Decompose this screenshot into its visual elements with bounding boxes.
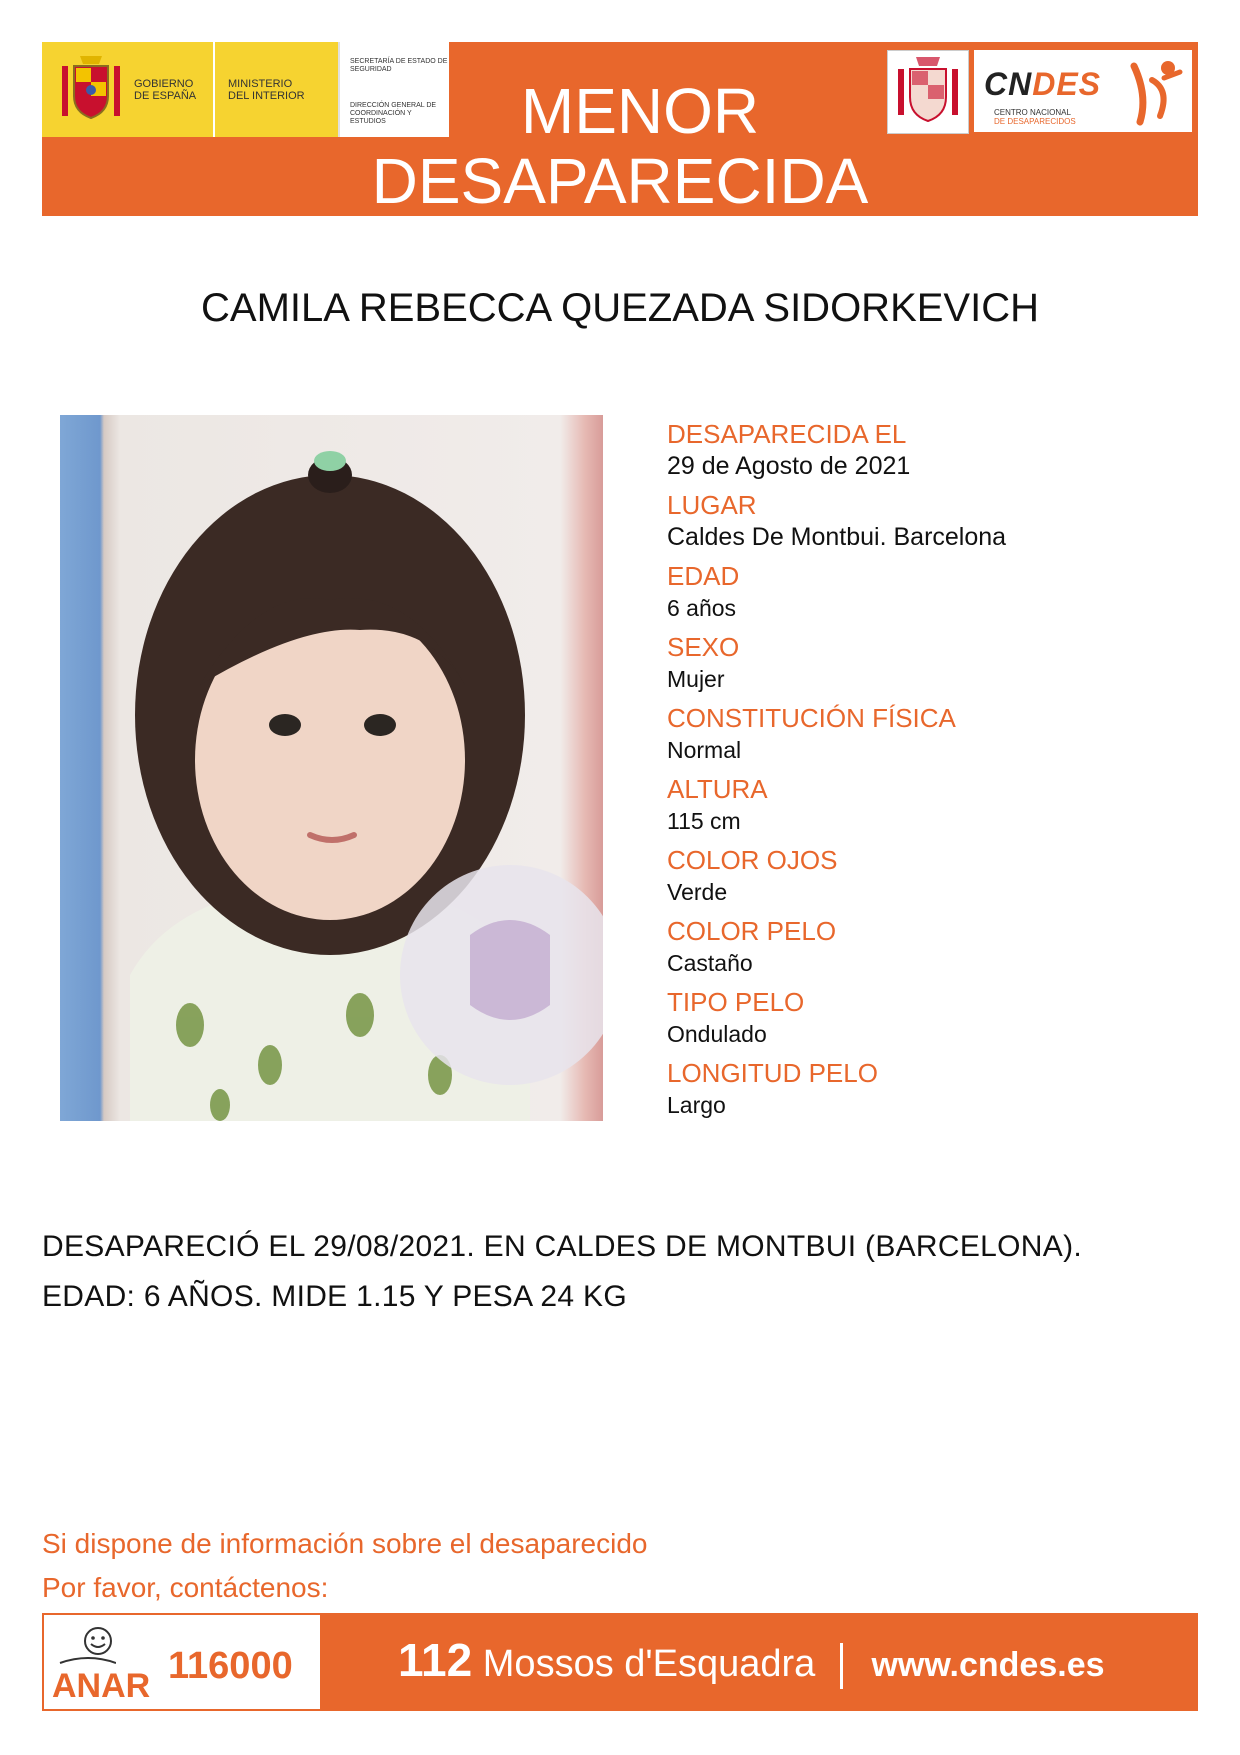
royal-emblem-icon: [888, 51, 968, 133]
detail-label: LUGAR: [667, 490, 757, 520]
title-line-2: DESAPARECIDA: [371, 145, 869, 217]
detail-place: [667, 489, 1187, 560]
detail-label: ALTURA: [667, 774, 768, 804]
runner-figure-icon: [1124, 56, 1186, 126]
detail-height: [667, 773, 1187, 844]
anar-block: [44, 1615, 320, 1709]
detail-label: CONSTITUCIÓN FÍSICA: [667, 703, 956, 733]
detail-label: LONGITUD PELO: [667, 1058, 878, 1088]
detail-value: Castaño: [667, 950, 753, 976]
detail-value: Caldes De Montbui. Barcelona: [667, 523, 1007, 551]
detail-hair-length: [667, 1057, 1187, 1128]
detail-label: DESAPARECIDA EL: [667, 419, 907, 449]
gov-label: GOBIERNO DE ESPAÑA: [134, 78, 197, 102]
contact-footer: [42, 1613, 1198, 1711]
detail-age: [667, 560, 1187, 631]
divider: [840, 1643, 843, 1689]
detail-value: Ondulado: [667, 1021, 767, 1047]
detail-label: COLOR OJOS: [667, 845, 838, 875]
direccion-label: DIRECCIÓN GENERAL DE COORDINACIÓN Y ESTUDIOS: [350, 102, 437, 125]
detail-date: [667, 418, 1187, 489]
smiley-face-icon: [58, 1625, 116, 1667]
detail-hair-color: [667, 915, 1187, 986]
cndes-logo: CNDES: [984, 66, 1102, 102]
anar-phone-number[interactable]: 116000: [168, 1645, 293, 1687]
detail-build: [667, 702, 1187, 773]
detail-value: Largo: [667, 1092, 726, 1118]
header-banner: [42, 42, 1198, 216]
website-link[interactable]: www.cndes.es: [871, 1646, 1105, 1684]
detail-value: 115 cm: [667, 808, 741, 834]
emergency-number[interactable]: 112: [398, 1634, 473, 1686]
emergency-service: Mossos d'Esquadra: [482, 1643, 816, 1685]
title-line-1: MENOR: [520, 75, 760, 147]
detail-eye-color: [667, 844, 1187, 915]
detail-hair-type: [667, 986, 1187, 1057]
detail-value: 29 de Agosto de 2021: [667, 452, 911, 480]
description: [42, 1222, 1222, 1322]
description-line-1: DESAPARECIÓ EL 29/08/2021. EN CALDES DE MONTBUI (BARCELONA).: [42, 1230, 1082, 1263]
details-list: [667, 418, 1187, 1128]
child-portrait-image: [60, 415, 603, 1121]
detail-value: Mujer: [667, 666, 725, 692]
cndes-subtitle: CENTRO NACIONAL DE DESAPARECIDOS: [994, 108, 1076, 126]
detail-label: EDAD: [667, 561, 740, 591]
detail-value: 6 años: [667, 595, 737, 621]
missing-person-photo: [60, 415, 603, 1121]
detail-label: SEXO: [667, 632, 740, 662]
detail-value: Verde: [667, 879, 728, 905]
detail-value: Normal: [667, 737, 742, 763]
person-name: CAMILA REBECCA QUEZADA SIDORKEVICH: [201, 286, 1039, 330]
contact-prompt-line-1: Si dispone de información sobre el desaparecido: [42, 1528, 648, 1559]
contact-prompt-line-2: Por favor, contáctenos:: [42, 1572, 329, 1603]
secretaria-label: SECRETARÍA DE ESTADO DE SEGURIDAD: [350, 58, 448, 73]
emblem-box: [887, 50, 969, 134]
description-line-2: EDAD: 6 AÑOS. MIDE 1.15 Y PESA 24 KG: [42, 1280, 627, 1313]
ministry-label: MINISTERIO DEL INTERIOR: [228, 78, 305, 102]
cndes-logo-block: [974, 50, 1192, 132]
footer-contacts: [398, 1633, 1105, 1689]
detail-label: TIPO PELO: [667, 987, 805, 1017]
detail-label: COLOR PELO: [667, 916, 837, 946]
anar-label: ANAR: [52, 1667, 151, 1705]
detail-sex: [667, 631, 1187, 702]
